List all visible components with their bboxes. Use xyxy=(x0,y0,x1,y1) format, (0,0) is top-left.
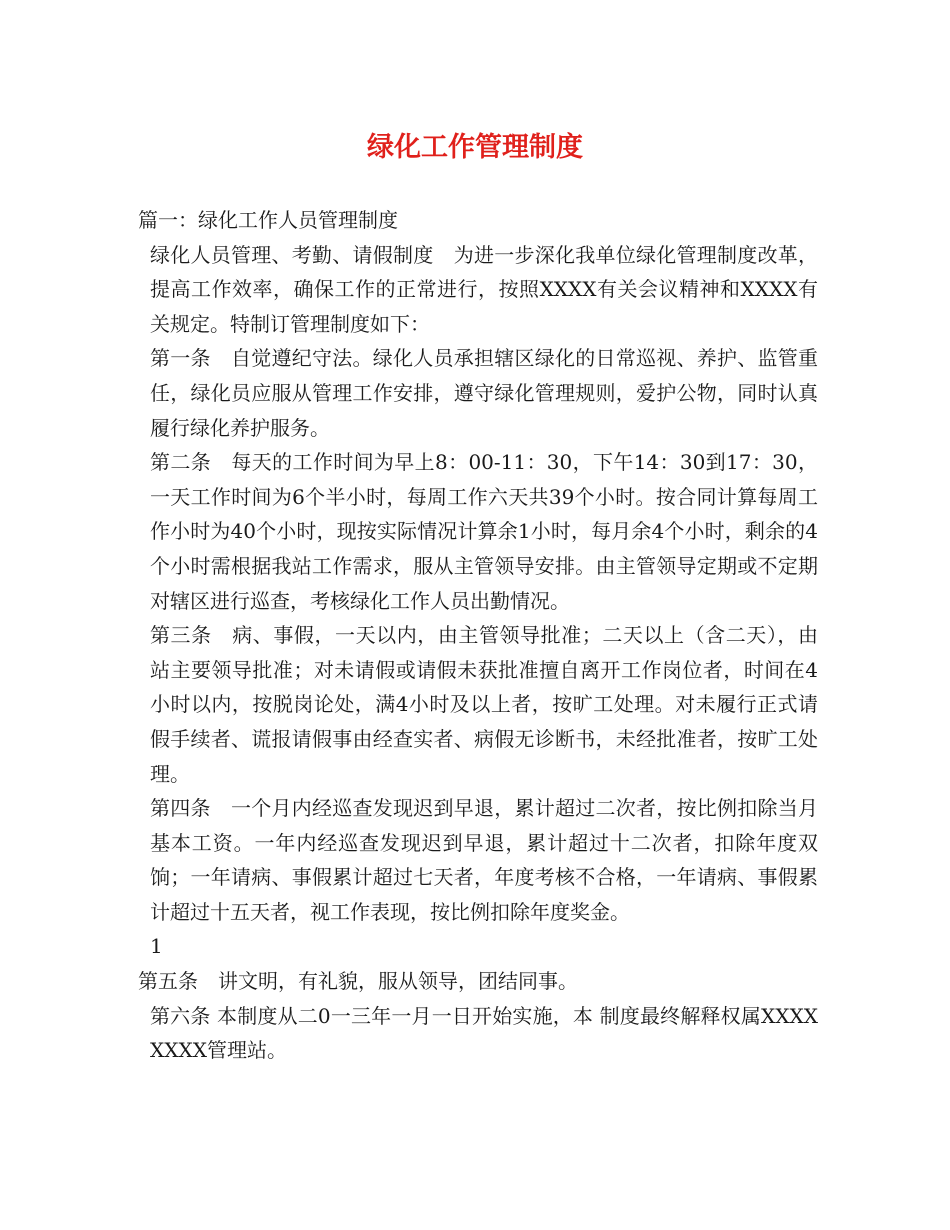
intro-paragraph: 绿化人员管理、考勤、请假制度 为进一步深化我单位绿化管理制度改革，提高工作效率，确保工作的正常进行，按照XXXX有关会议精神和XXXX有关规定。特制订管理制度如下： xyxy=(150,242,818,336)
article-4: 第四条 一个月内经巡查发现迟到早退，累计超过二次者，按比例扣除当月基本工资。一年内经巡查发现迟到早退，累计超过十二次者，扣除年度双饷；一年请病、事假累计超过七天者，年度考核不合格，一年请病、事假累计超过十五天者，视工作表现，按比例扣除年度奖金。 xyxy=(150,796,818,924)
section-heading: 篇一：绿化工作人员管理制度 xyxy=(138,208,398,232)
article-6: 第六条 本制度从二0一三年一月一日开始实施，本 制度最终解释权属XXXXXXXX管理站。 xyxy=(150,1003,818,1063)
page-number: 1 xyxy=(150,934,163,959)
article-3: 第三条 病、事假，一天以内，由主管领导批准；二天以上（含二天），由站主要领导批准；对未请假或请假未获批准擅自离开工作岗位者，时间在4小时以内，按脱岗论处，满4小时及以上者，按旷工处理。对未履行正式请假手续者、谎报请假事由经查实者、病假无诊断书，未经批准者，按旷工处理。 xyxy=(150,623,818,786)
document-body xyxy=(138,203,818,1068)
article-2: 第二条 每天的工作时间为早上8：00-11：30，下午14：30到17：30，一天工作时间为6个半小时，每周工作六天共39个小时。按合同计算每周工作小时为40个小时，现按实际情况计算余1小时，每月余4个小时，剩余的4个小时需根据我站工作需求，服从主管领导安排。由主管领导定期或不定期对辖区进行巡查，考核绿化工作人员出勤情况。 xyxy=(150,450,818,613)
document-title: 绿化工作管理制度 xyxy=(367,132,583,163)
article-1: 第一条 自觉遵纪守法。绿化人员承担辖区绿化的日常巡视、养护、监管重任，绿化员应服从管理工作安排，遵守绿化管理规则，爱护公物，同时认真履行绿化养护服务。 xyxy=(150,346,818,440)
article-5: 第五条 讲文明，有礼貌，服从领导，团结同事。 xyxy=(138,969,578,994)
